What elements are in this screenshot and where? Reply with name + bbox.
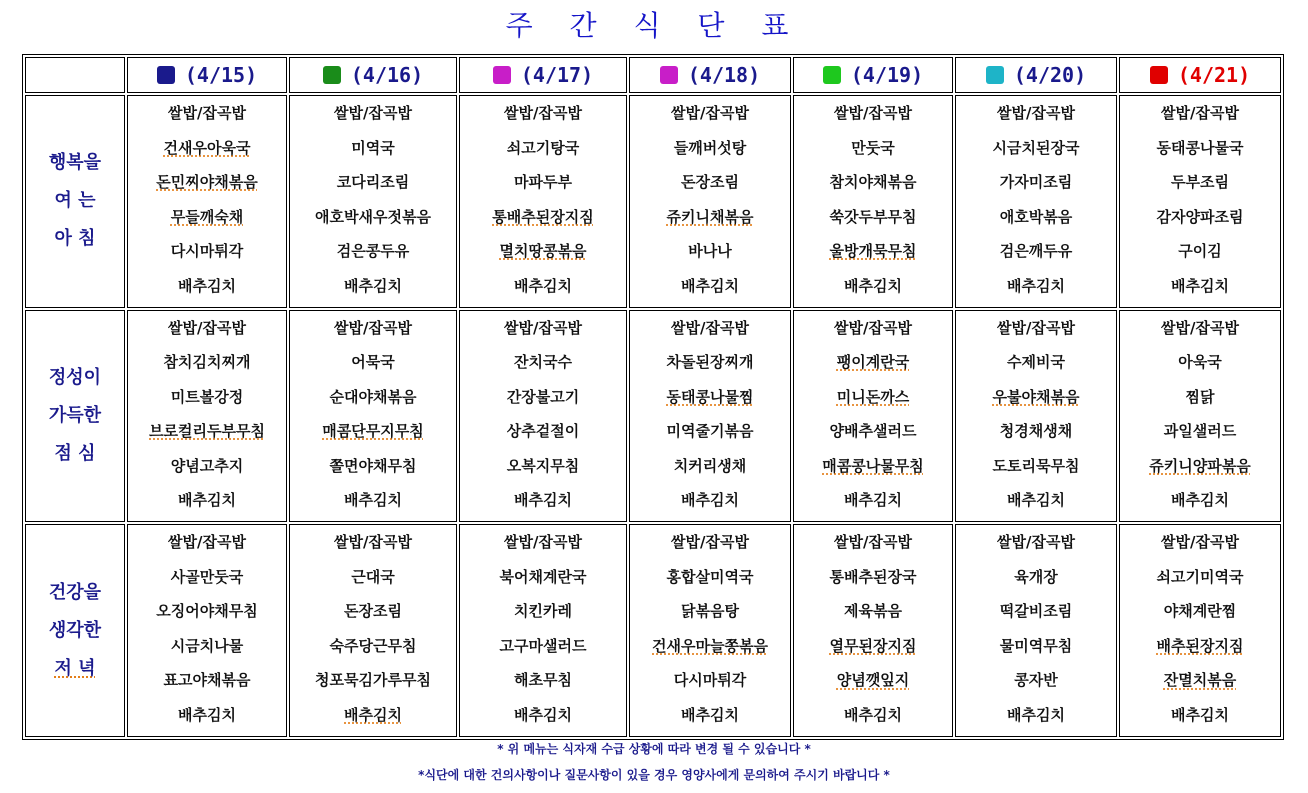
meal-row	[25, 524, 1281, 737]
menu-cell	[793, 310, 953, 523]
menu-item: 배추김치	[344, 705, 402, 724]
menu-item: 해초무침	[514, 671, 572, 690]
day-header-6: (4/21)	[1119, 57, 1281, 93]
menu-cell	[955, 310, 1117, 523]
menu-item: 배추김치	[681, 276, 739, 295]
day-header-4: (4/19)	[793, 57, 953, 93]
day-icon	[986, 66, 1004, 84]
menu-item: 제육볶음	[844, 602, 902, 621]
menu-cell	[127, 524, 287, 737]
weekly-menu-table	[22, 54, 1284, 740]
menu-item: 잔치국수	[514, 353, 572, 372]
menu-cell	[459, 310, 627, 523]
meal-label	[25, 310, 125, 523]
day-header-2: (4/17)	[459, 57, 627, 93]
menu-item: 들깨버섯탕	[673, 138, 747, 157]
menu-item: 차돌된장찌개	[666, 353, 754, 372]
menu-item: 홍합살미역국	[666, 567, 754, 586]
menu-item: 미역줄기볶음	[666, 422, 754, 441]
day-icon	[323, 66, 341, 84]
menu-item: 동태콩나물찜	[666, 387, 754, 406]
menu-item: 건새우아욱국	[163, 138, 251, 157]
menu-item: 울방개묵무침	[829, 242, 917, 260]
menu-item: 쥬키니채볶음	[666, 207, 754, 226]
meal-label-line: 정성이	[48, 366, 102, 388]
menu-item: 참치김치찌개	[163, 353, 251, 372]
menu-item: 동태콩나물국	[1156, 138, 1244, 157]
menu-item: 마파두부	[514, 173, 572, 191]
menu-item: 배추김치	[514, 276, 572, 295]
menu-item: 쌀밥/잡곡밥	[334, 104, 412, 122]
menu-item: 애호박볶음	[999, 207, 1073, 226]
day-header-3: (4/18)	[629, 57, 791, 93]
menu-item: 배추김치	[178, 276, 236, 295]
menu-item: 브로컬리두부무침	[149, 422, 265, 441]
menu-item: 멸치땅콩볶음	[499, 242, 587, 260]
menu-item: 참치야채볶음	[829, 173, 917, 191]
day-icon	[660, 66, 678, 84]
menu-item: 배추김치	[844, 705, 902, 724]
notice-line-2: *식단에 대한 건의사항이나 질문사항이 있을 경우 영양사에게 문의하여 주시기 바랍니다 *	[418, 768, 890, 782]
menu-item: 매콤단무지무침	[322, 422, 424, 441]
menu-item: 돈장조림	[681, 173, 739, 191]
menu-item: 미역국	[351, 138, 395, 157]
menu-item: 닭볶음탕	[681, 602, 739, 621]
menu-item: 돈장조림	[344, 602, 402, 621]
menu-item: 배추된장지짐	[1156, 636, 1244, 655]
menu-item: 쑥갓두부무침	[829, 207, 917, 226]
menu-item: 콩자반	[1014, 671, 1058, 690]
menu-item: 순대야채볶음	[329, 387, 417, 406]
menu-item: 검은콩두유	[336, 242, 410, 260]
menu-item: 양념깻잎지	[836, 671, 910, 690]
menu-item: 양배추샐러드	[829, 422, 917, 441]
menu-cell	[793, 524, 953, 737]
header-row	[25, 57, 1281, 93]
menu-cell	[289, 524, 457, 737]
menu-item: 쌀밥/잡곡밥	[1161, 104, 1239, 122]
menu-cell	[793, 95, 953, 308]
menu-item: 근대국	[351, 567, 395, 586]
meal-label	[25, 95, 125, 308]
menu-item: 만둣국	[851, 138, 895, 157]
menu-cell	[629, 95, 791, 308]
meal-label-line: 여 는	[54, 190, 96, 212]
menu-item: 쌀밥/잡곡밥	[834, 318, 912, 337]
menu-item: 쌀밥/잡곡밥	[997, 533, 1075, 552]
menu-item: 쌀밥/잡곡밥	[997, 104, 1075, 122]
menu-cell	[955, 95, 1117, 308]
notice-line-1: * 위 메뉴는 식자재 수급 상황에 따라 변경 될 수 있습니다 *	[497, 742, 811, 756]
menu-item: 물미역무침	[999, 636, 1073, 655]
meal-label-line: 아 침	[54, 228, 96, 250]
menu-item: 쫄면야채무침	[329, 456, 417, 475]
menu-item: 양념고추지	[170, 456, 244, 475]
menu-item: 쌀밥/잡곡밥	[334, 318, 412, 337]
menu-item: 가자미조림	[999, 173, 1073, 191]
menu-item: 어묵국	[351, 353, 395, 372]
menu-item: 배추김치	[514, 491, 572, 510]
day-header-5: (4/20)	[955, 57, 1117, 93]
day-icon	[157, 66, 175, 84]
menu-item: 쌀밥/잡곡밥	[997, 318, 1075, 337]
meal-label-line: 생각한	[48, 619, 102, 641]
menu-item: 배추김치	[681, 705, 739, 724]
menu-item: 쌀밥/잡곡밥	[1161, 318, 1239, 337]
menu-item: 두부조림	[1171, 173, 1229, 191]
menu-item: 배추김치	[178, 705, 236, 724]
menu-cell	[289, 95, 457, 308]
menu-item: 배추김치	[344, 276, 402, 295]
menu-item: 애호박새우젓볶음	[315, 207, 431, 226]
day-icon	[493, 66, 511, 84]
meal-row	[25, 95, 1281, 308]
menu-item: 배추김치	[178, 491, 236, 510]
menu-item: 배추김치	[844, 276, 902, 295]
menu-cell	[629, 524, 791, 737]
menu-cell	[459, 524, 627, 737]
menu-item: 쌀밥/잡곡밥	[504, 104, 582, 122]
menu-item: 미니돈까스	[836, 387, 910, 406]
menu-item: 배추김치	[514, 705, 572, 724]
menu-item: 통배추된장지짐	[492, 207, 594, 226]
menu-item: 배추김치	[1007, 276, 1065, 295]
menu-item: 쥬키니양파볶음	[1149, 456, 1251, 475]
menu-item: 시금치나물	[170, 636, 244, 655]
menu-item: 사골만둣국	[170, 567, 244, 586]
menu-item: 북어채계란국	[499, 567, 587, 586]
menu-item: 상추겉절이	[506, 422, 580, 441]
menu-item: 건새우마늘쫑볶음	[652, 636, 768, 655]
menu-item: 쌀밥/잡곡밥	[1161, 533, 1239, 552]
menu-item: 우불야채볶음	[992, 387, 1080, 406]
menu-item: 청경채생채	[999, 422, 1073, 441]
menu-item: 쌀밥/잡곡밥	[504, 318, 582, 337]
menu-item: 수제비국	[1007, 353, 1065, 372]
day-icon	[823, 66, 841, 84]
menu-item: 감자양파조림	[1156, 207, 1244, 226]
menu-cell	[127, 95, 287, 308]
menu-item: 쌀밥/잡곡밥	[671, 533, 749, 552]
menu-item: 간장불고기	[506, 387, 580, 406]
menu-cell	[127, 310, 287, 523]
menu-item: 치킨카레	[514, 602, 572, 621]
menu-item: 표고야채볶음	[163, 671, 251, 690]
menu-item: 열무된장지짐	[829, 636, 917, 655]
menu-item: 배추김치	[1007, 491, 1065, 510]
menu-item: 오징어야채무침	[156, 602, 258, 621]
menu-item: 다시마튀각	[170, 242, 244, 260]
menu-cell	[1119, 524, 1281, 737]
menu-item: 고구마샐러드	[499, 636, 587, 655]
menu-item: 쌀밥/잡곡밥	[168, 318, 246, 337]
meal-label-line: 저 녁	[54, 657, 96, 679]
menu-item: 구이김	[1178, 242, 1222, 260]
meal-label-line: 가득한	[48, 404, 102, 426]
page-title: 주 간 식 단 표	[505, 9, 803, 42]
menu-item: 배추김치	[1171, 705, 1229, 724]
menu-item: 쌀밥/잡곡밥	[834, 104, 912, 122]
day-header-1: (4/16)	[289, 57, 457, 93]
menu-item: 쌀밥/잡곡밥	[504, 533, 582, 552]
menu-item: 숙주당근무침	[329, 636, 417, 655]
menu-item: 바나나	[688, 242, 732, 260]
menu-item: 쌀밥/잡곡밥	[834, 533, 912, 552]
menu-item: 미트볼강정	[170, 387, 244, 406]
menu-item: 검은깨두유	[999, 242, 1073, 260]
menu-cell	[459, 95, 627, 308]
menu-item: 쌀밥/잡곡밥	[671, 318, 749, 337]
day-icon	[1150, 66, 1168, 84]
menu-item: 팽이계란국	[836, 353, 910, 372]
meal-label	[25, 524, 125, 737]
menu-item: 시금치된장국	[992, 138, 1080, 157]
menu-cell	[1119, 310, 1281, 523]
menu-item: 쌀밥/잡곡밥	[168, 104, 246, 122]
menu-item: 쌀밥/잡곡밥	[334, 533, 412, 552]
menu-item: 청포묵김가루무침	[315, 671, 431, 690]
menu-item: 떡갈비조림	[999, 602, 1073, 621]
menu-item: 육개장	[1014, 567, 1058, 586]
menu-item: 배추김치	[1007, 705, 1065, 724]
corner-cell	[25, 57, 125, 93]
menu-item: 오복지무침	[506, 456, 580, 475]
menu-item: 쌀밥/잡곡밥	[168, 533, 246, 552]
menu-item: 도토리묵무침	[992, 456, 1080, 475]
menu-item: 잔멸치볶음	[1163, 671, 1237, 690]
menu-item: 찜닭	[1185, 387, 1215, 406]
menu-item: 배추김치	[344, 491, 402, 510]
menu-item: 쇠고기탕국	[506, 138, 580, 157]
meal-label-line: 건강을	[48, 581, 102, 603]
menu-item: 야채계란찜	[1163, 602, 1237, 621]
menu-item: 쌀밥/잡곡밥	[671, 104, 749, 122]
menu-item: 과일샐러드	[1163, 422, 1237, 441]
menu-item: 배추김치	[681, 491, 739, 510]
menu-item: 코다리조림	[336, 173, 410, 191]
menu-cell	[629, 310, 791, 523]
menu-item: 배추김치	[844, 491, 902, 510]
meal-label-line: 점 심	[54, 442, 96, 464]
menu-item: 아욱국	[1178, 353, 1222, 372]
menu-cell	[289, 310, 457, 523]
menu-cell	[955, 524, 1117, 737]
menu-cell	[1119, 95, 1281, 308]
meal-row	[25, 310, 1281, 523]
menu-item: 배추김치	[1171, 491, 1229, 510]
menu-item: 쇠고기미역국	[1156, 567, 1244, 586]
menu-item: 배추김치	[1171, 276, 1229, 295]
menu-item: 통배추된장국	[829, 567, 917, 586]
menu-item: 치커리생채	[673, 456, 747, 475]
menu-item: 돈민찌야채볶음	[156, 173, 258, 191]
menu-item: 매콤콩나물무침	[822, 456, 924, 475]
menu-item: 다시마튀각	[673, 671, 747, 690]
meal-label-line: 행복을	[48, 152, 102, 174]
day-header-0: (4/15)	[127, 57, 287, 93]
menu-item: 무들깨숙채	[170, 207, 244, 226]
